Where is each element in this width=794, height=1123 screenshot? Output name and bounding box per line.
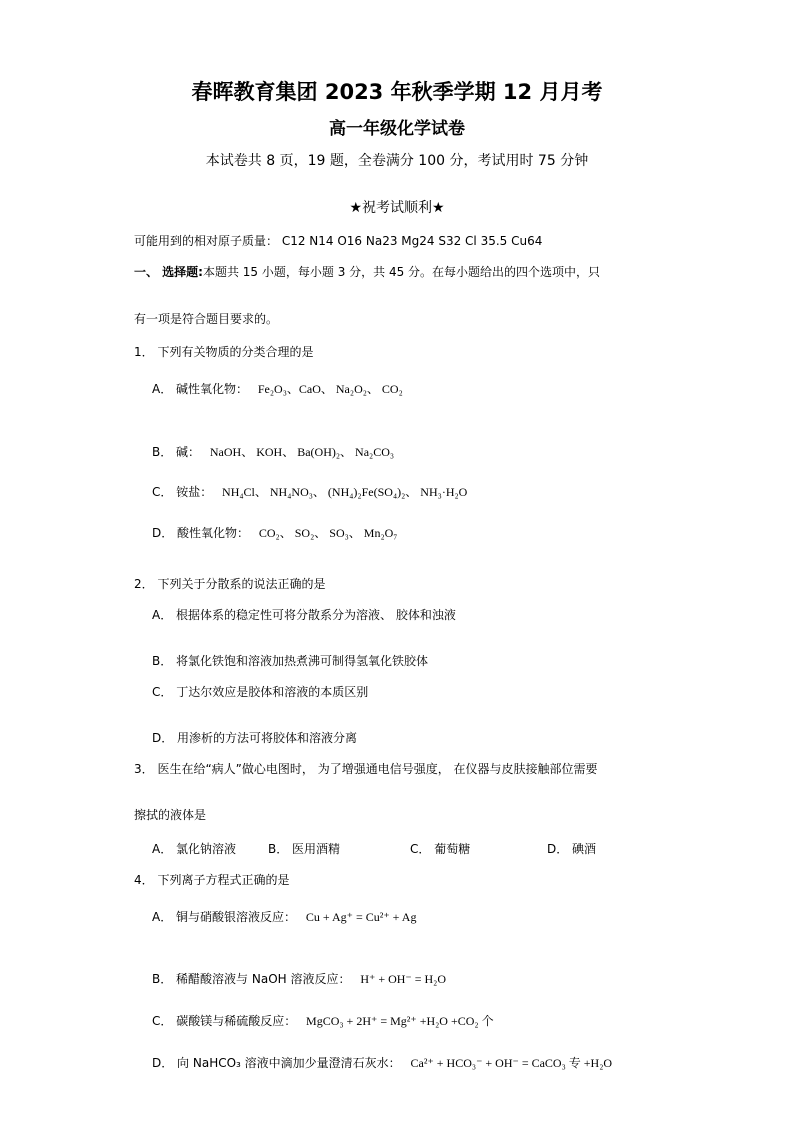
q1-option-b-formula: NaOH、 KOH、 Ba(OH)₂、 Na₂CO₃: [209, 445, 395, 459]
q1-option-c-label: C． 铵盐：: [152, 485, 213, 499]
q1-option-d: [152, 524, 398, 541]
q1-option-c: [152, 483, 467, 500]
q1-option-c-formula: NH₄Cl、 NH₄NO₃、 (NH₄)₂Fe(SO₄)₂、 NH₃·H₂O: [222, 485, 468, 499]
blessing-line: ★祝考试顺利★: [349, 200, 445, 216]
q3-stem: 3． 医生在给“病人”做心电图时， 为了增强通电信号强度， 在仪器与皮肤接触部位需要: [134, 762, 598, 776]
q4-option-b-formula: H⁺ + OH⁻ = H₂O: [360, 972, 447, 986]
q2-option-c: C． 丁达尔效应是胶体和溶液的本质区别: [152, 685, 369, 699]
section-heading: [134, 263, 600, 280]
q4-stem: 4． 下列离子方程式正确的是: [134, 873, 290, 887]
q3-stem-cont: 擦拭的液体是: [134, 808, 207, 822]
q4-option-c-label: C． 碳酸镁与稀硫酸反应：: [152, 1014, 297, 1028]
exam-subtitle: 高一年级化学试卷: [329, 119, 465, 139]
exam-info: 本试卷共 8 页，19 题，全卷满分 100 分，考试用时 75 分钟: [205, 153, 589, 169]
q2-option-d: D． 用渗析的方法可将胶体和溶液分离: [152, 731, 358, 745]
exam-title: 春晖教育集团 2023 年秋季学期 12 月月考: [191, 80, 603, 104]
q1-option-a: [152, 380, 403, 397]
q3-option-a: A． 氯化钠溶液: [152, 842, 237, 856]
section-heading-cont: 有一项是符合题目要求的。: [134, 312, 279, 326]
section-heading-text: 本题共 15 小题，每小题 3 分，共 45 分。在每小题给出的四个选项中，只: [202, 265, 601, 279]
q1-option-a-formula: Fe₂O₃、CaO、 Na₂O₂、 CO₂: [257, 382, 403, 396]
q2-option-a: A． 根据体系的稳定性可将分散系分为溶液、 胶体和浊液: [152, 608, 456, 622]
q4-option-b: [152, 970, 446, 987]
q4-option-a-formula: Cu + Ag⁺ = Cu²⁺ + Ag: [305, 910, 417, 924]
q4-option-b-label: B． 稀醋酸溶液与 NaOH 溶液反应：: [152, 972, 351, 986]
q1-stem: 1． 下列有关物质的分类合理的是: [134, 345, 314, 359]
q4-option-c: [152, 1012, 494, 1029]
q4-option-a-label: A． 铜与硝酸银溶液反应：: [152, 910, 297, 924]
q2-stem: 2． 下列关于分散系的说法正确的是: [134, 577, 326, 591]
q3-option-c: C． 葡萄糖: [410, 842, 471, 856]
q4-option-d: [152, 1054, 612, 1071]
q2-option-b: B． 将氯化铁饱和溶液加热煮沸可制得氢氧化铁胶体: [152, 654, 429, 668]
q4-option-d-formula: Ca²⁺ + HCO₃⁻ + OH⁻ = CaCO₃ 专 +H₂O: [410, 1056, 613, 1070]
q4-option-d-label: D． 向 NaHCO₃ 溶液中滴加少量澄清石灰水：: [152, 1056, 401, 1070]
q1-option-a-label: A． 碱性氧化物：: [152, 382, 249, 396]
q4-option-a: [152, 908, 416, 925]
atomic-masses-line: 可能用到的相对原子质量： C12 N14 O16 Na23 Mg24 S32 Cl 35.5 Cu64: [134, 234, 543, 248]
q1-option-b: [152, 443, 394, 460]
section-heading-bold: 一、 选择题:: [134, 265, 203, 279]
q3-option-b: B． 医用酒精: [268, 842, 341, 856]
q4-option-c-formula: MgCO₃ + 2H⁺ = Mg²⁺ +H₂O +CO₂ 个: [306, 1014, 494, 1028]
q1-option-d-label: D． 酸性氧化物：: [152, 526, 250, 540]
q1-option-b-label: B． 碱：: [152, 445, 201, 459]
q3-option-d: D． 碘酒: [547, 842, 597, 856]
q1-option-d-formula: CO₂、 SO₂、 SO₃、 Mn₂O₇: [258, 526, 398, 540]
